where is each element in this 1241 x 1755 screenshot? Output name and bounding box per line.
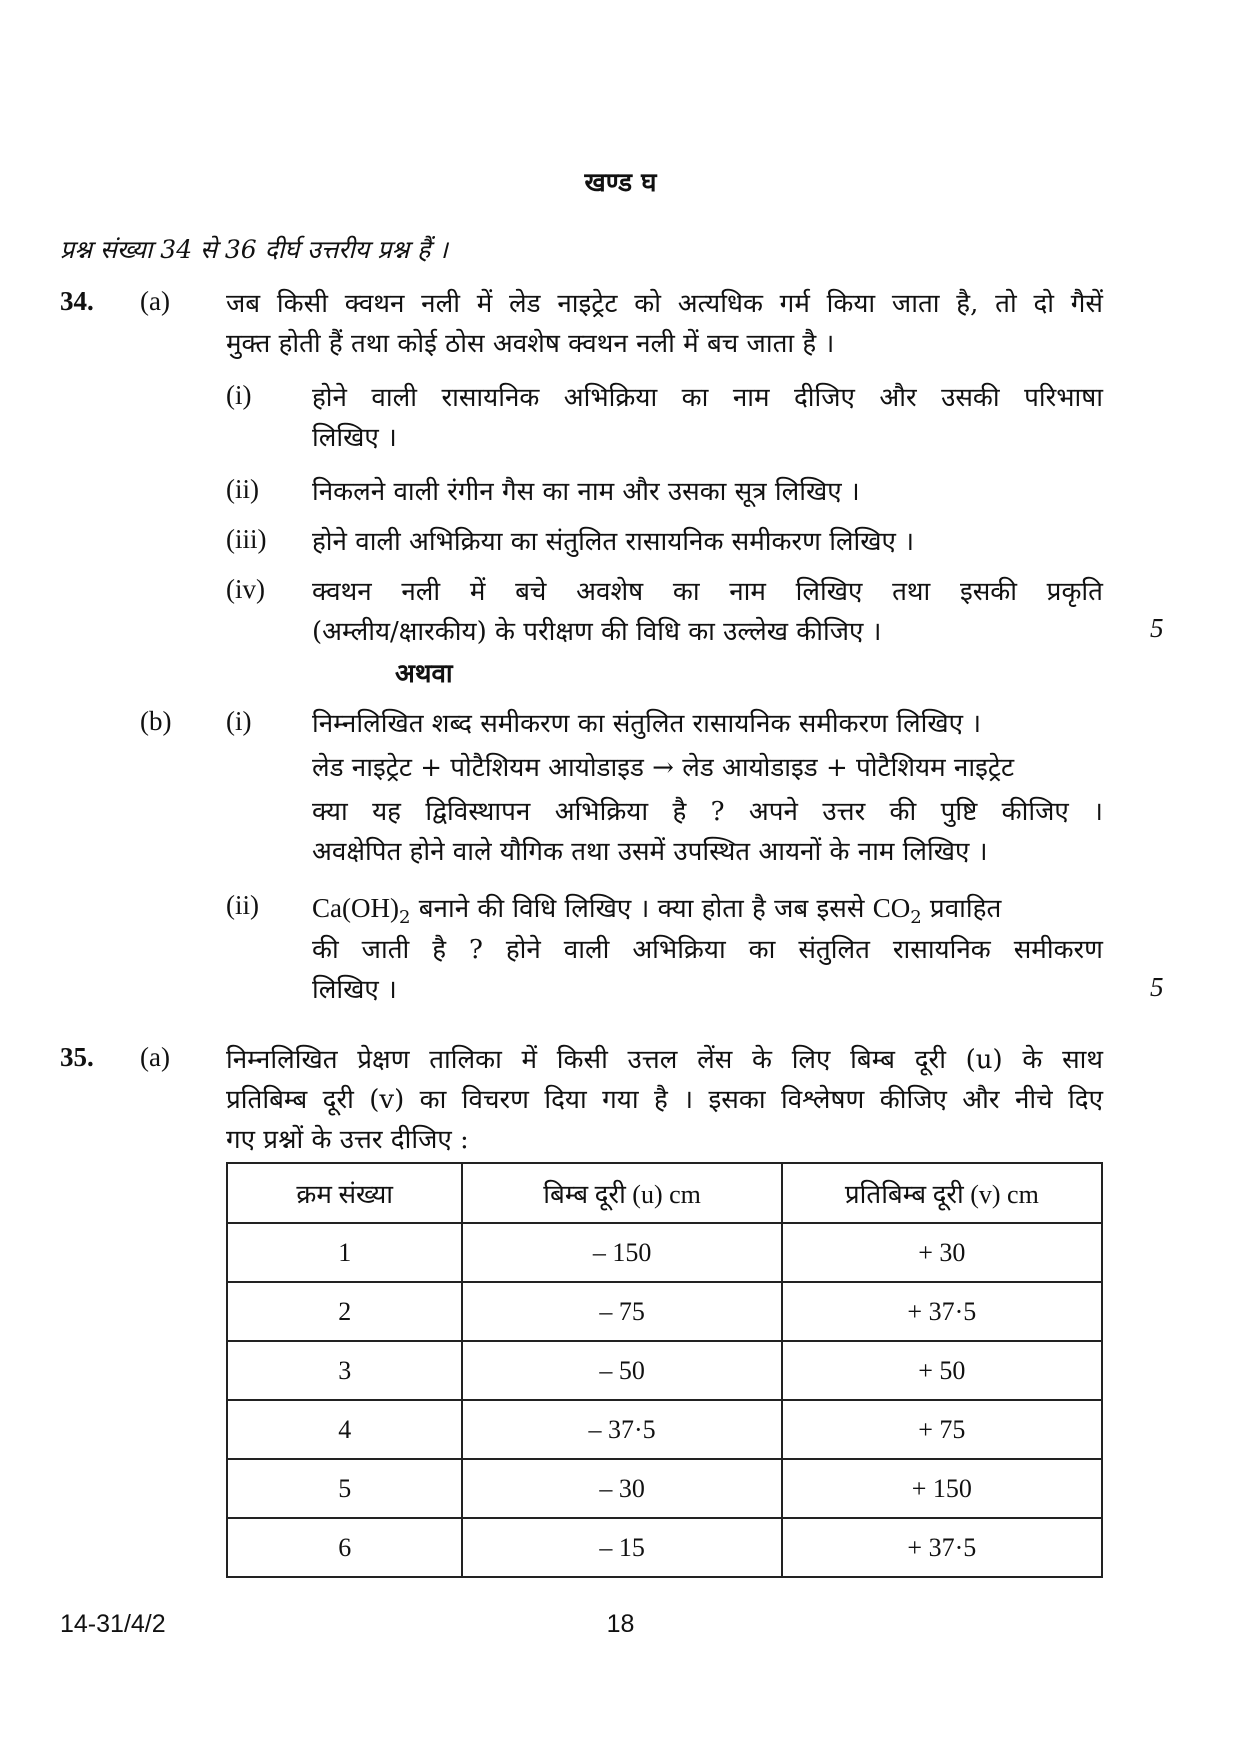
- q34a-marks: 5: [1150, 613, 1164, 643]
- or-separator: अथवा: [395, 659, 453, 689]
- table-cell: + 30: [782, 1223, 1102, 1282]
- table-cell: 1: [227, 1223, 462, 1282]
- q34a-ii-label: (ii): [226, 474, 259, 504]
- q35a-line3: गए प्रश्नों के उत्तर दीजिए :: [226, 1125, 469, 1155]
- q34b-ii-line2: की जाती है ? होने वाली अभिक्रिया का संतुलित रासायनिक समीकरण: [312, 935, 1103, 965]
- observation-table: [226, 1162, 1103, 1578]
- table-row: [227, 1459, 1102, 1518]
- table-cell: – 150: [462, 1223, 781, 1282]
- table-cell: 2: [227, 1282, 462, 1341]
- table-cell: + 75: [782, 1400, 1102, 1459]
- table-cell: + 150: [782, 1459, 1102, 1518]
- section-heading: खण्ड घ: [584, 168, 657, 198]
- q34-part-b-label: (b): [140, 706, 172, 736]
- table-row: [227, 1282, 1102, 1341]
- q34a-intro-line2: मुक्त होती हैं तथा कोई ठोस अवशेष क्वथन नली में बच जाता है ।: [226, 329, 835, 359]
- q35-part-a-label: (a): [140, 1042, 170, 1072]
- table-row: [227, 1223, 1102, 1282]
- q34b-i-line3: क्या यह द्विविस्थापन अभिक्रिया है ? अपने उत्तर की पुष्टि कीजिए ।: [312, 797, 1103, 827]
- question-number-34: 34.: [60, 286, 94, 316]
- question-number-35: 35.: [60, 1042, 94, 1072]
- table-cell: + 37·5: [782, 1518, 1102, 1577]
- table-row: [227, 1341, 1102, 1400]
- q34a-iv-label: (iv): [226, 574, 265, 604]
- q34a-i-label: (i): [226, 380, 252, 410]
- q34a-i-line1: होने वाली रासायनिक अभिक्रिया का नाम दीजिए और उसकी परिभाषा: [312, 383, 1103, 413]
- header-serial-number: क्रम संख्या: [227, 1163, 462, 1223]
- q34b-i-equation: लेड नाइट्रेट + पोटैशियम आयोडाइड → लेड आयोडाइड + पोटैशियम नाइट्रेट: [312, 753, 1015, 783]
- q34b-ii-line3: लिखिए ।: [312, 975, 397, 1005]
- q34a-i-line2: लिखिए ।: [312, 423, 397, 453]
- q34-part-a-label: (a): [140, 286, 170, 316]
- q34b-ii-text2: प्रवाहित: [921, 894, 1002, 924]
- table-cell: – 30: [462, 1459, 781, 1518]
- table-cell: + 50: [782, 1341, 1102, 1400]
- formula-subscript: 2: [398, 907, 411, 929]
- q35a-line2: प्रतिबिम्ब दूरी (v) का विचरण दिया गया है । इसका विश्लेषण कीजिए और नीचे दिए: [226, 1085, 1103, 1115]
- table-cell: – 37·5: [462, 1400, 781, 1459]
- header-object-distance: बिम्ब दूरी (u) cm: [462, 1163, 781, 1223]
- carbon-dioxide-formula: CO: [872, 893, 911, 923]
- table-cell: 3: [227, 1341, 462, 1400]
- q34a-iii-label: (iii): [226, 524, 267, 554]
- q34a-iv-line2: (अम्लीय/क्षारकीय) के परीक्षण की विधि का उल्लेख कीजिए ।: [312, 617, 882, 647]
- table-cell: – 15: [462, 1518, 781, 1577]
- q34b-ii-text1: बनाने की विधि लिखिए । क्या होता है जब इससे: [410, 894, 873, 924]
- table-cell: 4: [227, 1400, 462, 1459]
- table-cell: – 75: [462, 1282, 781, 1341]
- q34a-iii-line1: होने वाली अभिक्रिया का संतुलित रासायनिक समीकरण लिखिए ।: [312, 527, 915, 557]
- q34b-i-line1: निम्नलिखित शब्द समीकरण का संतुलित रासायनिक समीकरण लिखिए ।: [312, 709, 982, 739]
- q34b-i-label: (i): [226, 706, 252, 736]
- table-header-row: [227, 1163, 1102, 1223]
- header-image-distance: प्रतिबिम्ब दूरी (v) cm: [782, 1163, 1102, 1223]
- q34a-ii-line1: निकलने वाली रंगीन गैस का नाम और उसका सूत्र लिखिए ।: [312, 477, 860, 507]
- page-number: 18: [606, 1610, 635, 1638]
- table-row: [227, 1518, 1102, 1577]
- table-cell: 5: [227, 1459, 462, 1518]
- q34b-ii-label: (ii): [226, 890, 259, 920]
- q34a-iv-line1: क्वथन नली में बचे अवशेष का नाम लिखिए तथा इसकी प्रकृति: [312, 577, 1103, 607]
- formula-subscript: 2: [910, 907, 922, 929]
- q34b-marks: 5: [1150, 972, 1164, 1002]
- q35a-line1: निम्नलिखित प्रेक्षण तालिका में किसी उत्तल लेंस के लिए बिम्ब दूरी (u) के साथ: [226, 1045, 1103, 1075]
- table-cell: + 37·5: [782, 1282, 1102, 1341]
- table-cell: 6: [227, 1518, 462, 1577]
- calcium-hydroxide-formula: Ca(OH): [312, 893, 399, 923]
- q34a-intro-line1: जब किसी क्वथन नली में लेड नाइट्रेट को अत्यधिक गर्म किया जाता है, तो दो गैसें: [226, 289, 1103, 319]
- instruction-text: प्रश्न संख्या 34 से 36 दीर्घ उत्तरीय प्रश्न हैं ।: [60, 235, 448, 264]
- table-row: [227, 1400, 1102, 1459]
- paper-code: 14-31/4/2: [60, 1610, 166, 1638]
- q34b-i-line4: अवक्षेपित होने वाले यौगिक तथा उसमें उपस्थित आयनों के नाम लिखिए ।: [312, 837, 988, 867]
- table-cell: – 50: [462, 1341, 781, 1400]
